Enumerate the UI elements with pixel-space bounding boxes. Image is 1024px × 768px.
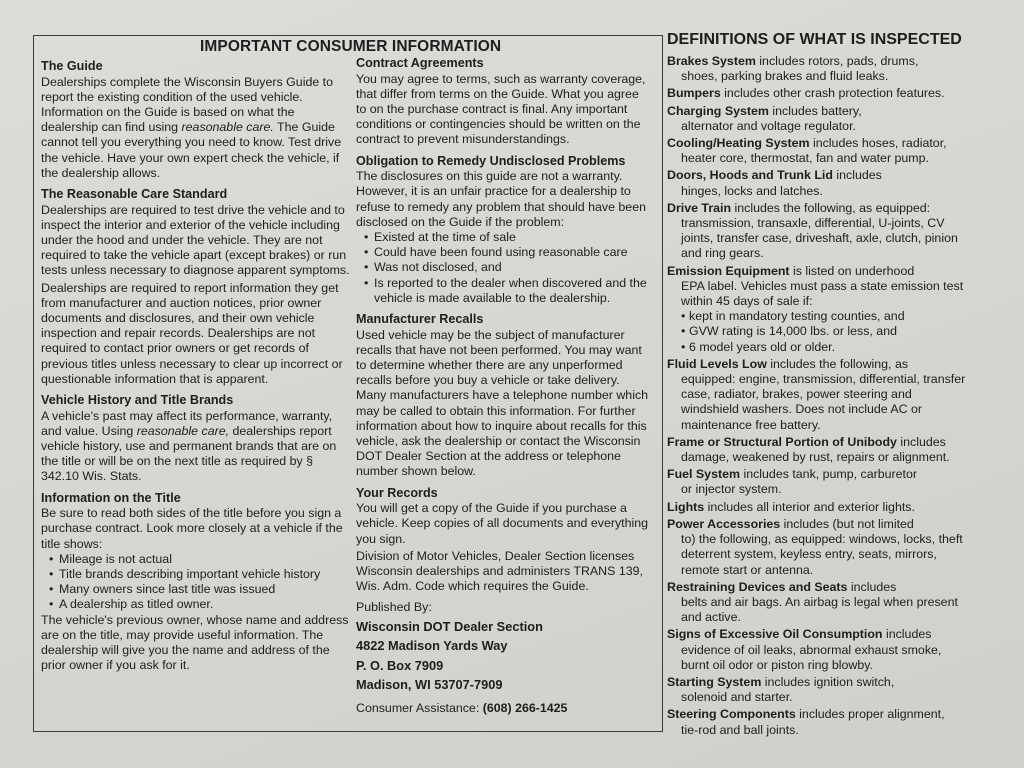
definition-item [667,500,967,515]
section-reasonable-care [41,187,353,387]
list-item: • Title brands describing important vehicle history [49,567,353,582]
definition-line [667,86,967,101]
definition-body: to) the following, as equipped: windows, locks, theft deterrent system, keyless entry, seats, mirrors, remote start or antenna. [681,532,963,577]
definition-lead: includes rotors, pads, drums, [755,54,919,68]
list-item: • Many owners since last title was issued [49,582,353,597]
section-records [356,486,652,595]
definition-item [667,104,967,134]
section-text: Division of Motor Vehicles, Dealer Section licenses Wisconsin dealerships and administers TRANS 139, Wis. Adm. Code which requires the Guide. [356,548,643,594]
definition-term: Restraining Devices and Seats [667,579,848,594]
definition-lead: includes the following, as [766,356,909,371]
publisher-label: Published By: [356,600,432,615]
publisher-city: Madison, WI 53707-7909 [356,677,503,693]
definition-term: Drive Train [667,200,732,215]
list-item: • Existed at the time of sale [364,230,652,245]
definition-bullets [667,309,967,355]
definition-lead: includes the following, as equipped: [731,200,931,215]
definition-body: shoes, parking brakes and fluid leaks. [681,69,889,84]
section-text: Dealerships are required to test drive the vehicle and to inspect the interior and exterior of the vehicle including under the hood and under the vehicle. They are not required to take the vehicle apart (except brakes) or run tests unless necessary to diagnose apparent symptoms. [41,202,350,278]
definition-body: belts and air bags. An airbag is legal when present and active. [681,594,958,625]
section-heading: Your Records [356,485,438,500]
section-text: You may agree to terms, such as warranty coverage, that differ from terms on the Guide. What you agree to on the purchase contract is final. Any important conditions or contingencies should be written on the contract to prevent misunderstandings. [356,71,646,147]
definition-body: EPA label. Vehicles must pass a state emission test within 45 days of sale if: [681,278,964,309]
definition-item [667,54,967,84]
definition-lead: includes (but not limited [780,516,914,531]
publisher-name: Wisconsin DOT Dealer Section [356,618,543,634]
definition-line [667,627,967,642]
definitions-title: DEFINITIONS OF WHAT IS INSPECTED [667,31,962,48]
definition-line [667,517,967,532]
section-text: Dealerships complete the Wisconsin Buyers Guide to report the existing condition of the used vehicle. Information on the Guide is based on what the dealership can find using reasonable care. The Guide cannot tell you everything you need to know. Test drive the vehicle. Have your own expert check the vehicle, if the dealership allows. [41,74,342,180]
section-vehicle-history [41,393,353,485]
consumer-assistance: Consumer Assistance: (608) 266-1425 [356,700,568,715]
definition-term: Lights [667,499,705,514]
definition-item [667,627,967,673]
column-middle [356,56,652,722]
definition-item [667,264,967,355]
definition-lead: includes hoses, radiator, [809,136,947,151]
definition-term: Doors, Hoods and Trunk Lid [667,168,833,183]
definition-body: transmission, transaxle, differential, U-joints, CV joints, transfer case, driveshaft, axle, clutch, pinion and ring gears. [681,216,958,261]
definition-line [667,136,967,151]
definition-body: solenoid and starter. [681,690,793,705]
definition-term: Bumpers [667,86,721,101]
section-the-guide [41,59,353,181]
section-contract [356,56,652,148]
publisher-street: 4822 Madison Yards Way [356,638,508,654]
definition-term: Emission Equipment [667,263,790,278]
definition-lead: includes all interior and exterior lights. [704,499,915,514]
section-heading: Vehicle History and Title Brands [41,393,234,408]
consumer-info-title: IMPORTANT CONSUMER INFORMATION [200,38,502,55]
definition-line [667,201,967,216]
section-recalls [356,312,652,480]
definition-line [667,675,967,690]
definition-lead: includes [847,579,897,594]
section-obligation [356,154,652,306]
definition-item [667,201,967,262]
section-text: Be sure to read both sides of the title before you sign a purchase contract. Look more closely at a vehicle if the title shows: [41,506,343,551]
definition-item [667,467,967,497]
definition-lead: includes [832,168,882,183]
definition-line [667,467,967,482]
section-publisher [356,600,652,715]
definition-term: Cooling/Heating System [667,136,810,151]
section-heading: Obligation to Remedy Undisclosed Problems [356,153,626,168]
list-item: • Is reported to the dealer when discovered and the vehicle is made available to the dealership. [364,276,652,306]
definition-body: or injector system. [681,482,782,497]
definition-line [667,357,967,372]
definition-lead: includes battery, [768,103,862,118]
definition-line [667,435,967,450]
definition-lead: includes other crash protection features. [720,86,945,101]
section-text: A vehicle's past may affect its performance, warranty, and value. Using reasonable care, dealerships report vehicle history, use and permanent brands that are on the title or will be on the next title as required by § 342.10 Wis. Stats. [41,408,337,484]
definition-item [667,168,967,198]
assistance-phone: (608) 266-1425 [482,700,568,715]
publisher-po-box: P. O. Box 7909 [356,657,444,673]
section-text: Used vehicle may be the subject of manufacturer recalls that have not been performed. You may want to determine whether there are any unperformed recalls before you buy a vehicle or take delivery. Many manufacturers have a telephone number which may be called to obtain this information. For further information about how to inquire about recalls for this vehicle, ask the dealership or contact the Wisconsin DOT Dealer Section at the address or telephone number shown below. [356,327,649,479]
definition-line [667,168,967,183]
definition-body: damage, weakened by rust, repairs or alignment. [681,450,950,465]
list-item: • Mileage is not actual [49,552,353,567]
title-bullet-list [41,552,353,613]
definition-item [667,136,967,166]
definition-lead: includes [896,434,946,449]
section-text: The disclosures on this guide are not a warranty. However, it is an unfair practice for a dealership to refuse to remedy any problem that should have been disclosed on the Guide if the problem: [356,169,646,229]
section-heading: Contract Agreements [356,56,484,70]
list-item: • 6 model years old or older. [681,340,967,355]
definition-body: equipped: engine, transmission, differential, transfer case, radiator, brakes, power steering and windshield washers. Does not include AC or maintenance free battery. [681,372,966,432]
definition-line [667,264,967,279]
definition-term: Starting System [667,674,762,689]
definition-line [667,707,967,722]
definition-term: Frame or Structural Portion of Unibody [667,434,897,449]
section-heading: Information on the Title [41,490,181,505]
definition-lead: includes proper alignment, [795,707,945,722]
definition-lead: includes tank, pump, carburetor [740,467,918,482]
definitions-list [667,54,967,740]
section-heading: The Reasonable Care Standard [41,187,228,202]
definition-lead: is listed on underhood [789,263,915,278]
definition-body: alternator and voltage regulator. [681,118,856,133]
definition-term: Fluid Levels Low [667,356,767,371]
section-title-info [41,491,353,674]
definition-body: heater core, thermostat, fan and water pump. [681,151,929,166]
list-item: • GVW rating is 14,000 lbs. or less, and [681,324,967,339]
definition-item [667,707,967,737]
definition-body: tie-rod and ball joints. [681,722,799,737]
section-text: You will get a copy of the Guide if you purchase a vehicle. Keep copies of all documents and everything you sign. [356,501,649,546]
definition-body: hinges, locks and latches. [681,183,823,198]
definition-term: Signs of Excessive Oil Consumption [667,627,883,642]
list-item: • Could have been found using reasonable care [364,245,652,260]
list-item: • Was not disclosed, and [364,260,652,275]
definition-body: evidence of oil leaks, abnormal exhaust smoke, burnt oil odor or piston ring blowby. [681,642,942,672]
definition-lead: includes [882,627,932,642]
definition-item [667,580,967,626]
definition-line [667,104,967,119]
definition-lead: includes ignition switch, [761,674,895,689]
section-text: The vehicle's previous owner, whose name and address are on the title, may provide useful information. The dealership will give you the name and address of the prior owner if you ask for it. [41,612,349,673]
definition-item [667,675,967,705]
column-left [41,59,353,679]
definition-term: Power Accessories [667,516,781,531]
section-text: Dealerships are required to report information they get from manufacturer and auction notices, prior owner documents and disclosures, and their own vehicle inspection and repair records. Dealerships are not required to contact prior owners or get records of previous titles unless necessary to clear up incorrect or questionable information that is apparent. [41,280,343,386]
definition-term: Steering Components [667,707,796,722]
obligation-bullet-list [356,230,652,306]
definition-item [667,435,967,465]
definition-line [667,54,967,69]
definition-line [667,500,967,515]
definition-term: Fuel System [667,467,740,482]
definition-term: Charging System [667,103,769,118]
definition-item [667,86,967,101]
list-item: • A dealership as titled owner. [49,597,353,612]
definition-item [667,357,967,433]
section-heading: Manufacturer Recalls [356,312,484,327]
definition-item [667,517,967,578]
list-item: • kept in mandatory testing counties, and [681,309,967,324]
definition-line [667,580,967,595]
definition-term: Brakes System [667,54,756,68]
section-heading: The Guide [41,59,103,73]
